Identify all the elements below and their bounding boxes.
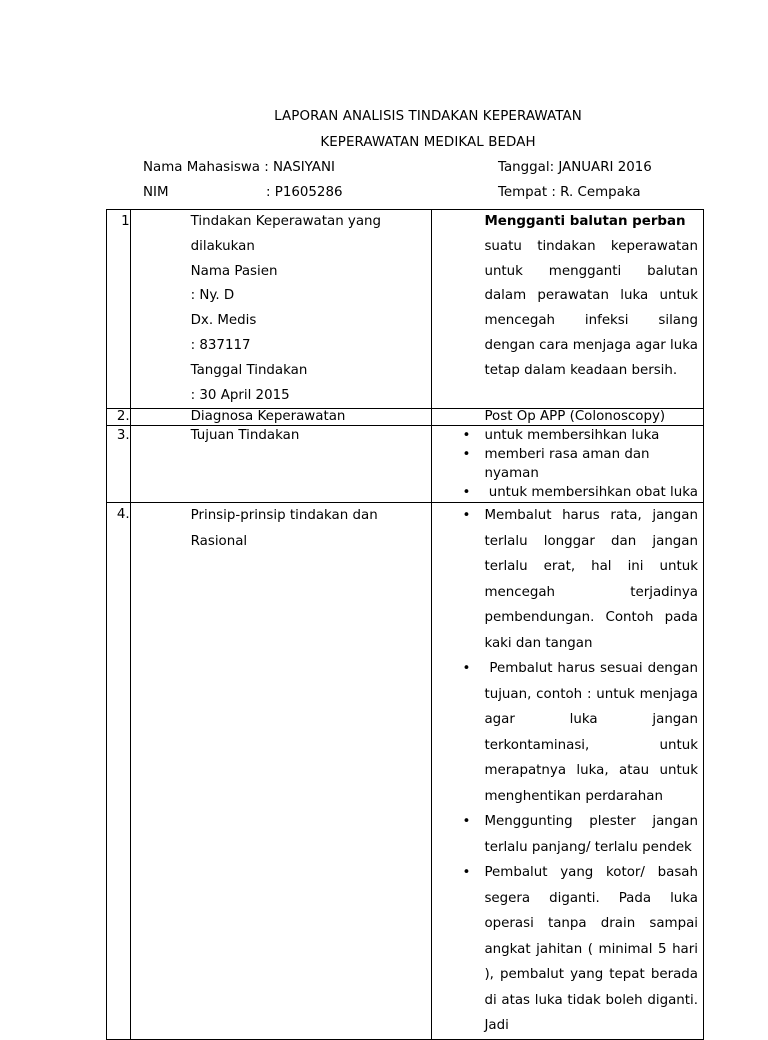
place-field: Tempat : R. Cempaka [498, 185, 641, 200]
diagnosis-value: Post Op APP (Colonoscopy) [432, 409, 704, 426]
principles-label: Prinsip-prinsip tindakan dan Rasional [130, 503, 432, 1040]
row-number: 4. [107, 503, 131, 1040]
action-text: suatu tindakan keperawatan untuk mengganti balutan dalam perawatan luka untuk mencegah infeksi silang dengan cara menjaga agar luka tetap dalam keadaan bersih. [484, 238, 698, 378]
left-line: Tanggal Tindakan [190, 362, 308, 378]
analysis-table [106, 209, 704, 1040]
nim-label: NIM [143, 185, 169, 200]
list-item: • Membalut harus rata, jangan terlalu longgar dan jangan terlalu erat, hal ini untuk mencegah terjadinya pembendungan. Contoh pada kaki dan tangan [462, 508, 698, 651]
student-name: Nama Mahasiswa : NASIYANI [143, 160, 335, 175]
goal-label: Tujuan Tindakan [130, 426, 432, 503]
left-line: : 30 April 2015 [190, 387, 290, 403]
left-line: Dx. Medis [190, 313, 257, 329]
left-line: : 837117 [190, 337, 251, 353]
list-item: • Pembalut yang kotor/ basah segera diganti. Pada luka operasi tanpa drain sampai angkat jahitan ( minimal 5 hari ), pembalut yang tepat berada di atas luka tidak boleh diganti. Jadi [462, 865, 698, 1034]
action-details [130, 210, 432, 409]
action-title: Mengganti balutan perban [484, 214, 686, 229]
left-line: Tindakan Keperawatan yang [190, 214, 382, 229]
list-item: • untuk membersihkan obat luka [462, 485, 698, 501]
table-row [107, 426, 704, 503]
date-field: Tanggal: JANUARI 2016 [498, 160, 652, 175]
row-number: 1 [107, 210, 131, 409]
list-item: • Pembalut harus sesuai dengan tujuan, contoh : untuk menjaga agar luka jangan terkontaminasi, untuk merapatnya luka, atau untuk menghentikan perdarahan [462, 661, 703, 804]
row-number: 2. [107, 409, 131, 426]
row-number: 3. [107, 426, 131, 503]
list-item: • memberi rasa aman dan nyaman [462, 447, 650, 482]
action-description [432, 210, 704, 409]
left-line: : Ny. D [190, 288, 235, 304]
left-line: Nama Pasien [190, 263, 278, 279]
principles-list [432, 503, 704, 1040]
document-title: LAPORAN ANALISIS TINDAKAN KEPERAWATAN [274, 109, 582, 124]
list-item: • Menggunting plester jangan terlalu panjang/ terlalu pendek [462, 814, 698, 855]
list-item: • untuk membersihkan luka [462, 428, 660, 444]
diagnosis-label: Diagnosa Keperawatan [130, 409, 432, 426]
nim-value: : P1605286 [266, 185, 343, 200]
table-row [107, 503, 704, 1040]
goal-list [432, 426, 704, 503]
table-row [107, 409, 704, 426]
document-subtitle: KEPERAWATAN MEDIKAL BEDAH [320, 135, 536, 150]
left-line: dilakukan [190, 238, 255, 254]
table-row [107, 210, 704, 409]
